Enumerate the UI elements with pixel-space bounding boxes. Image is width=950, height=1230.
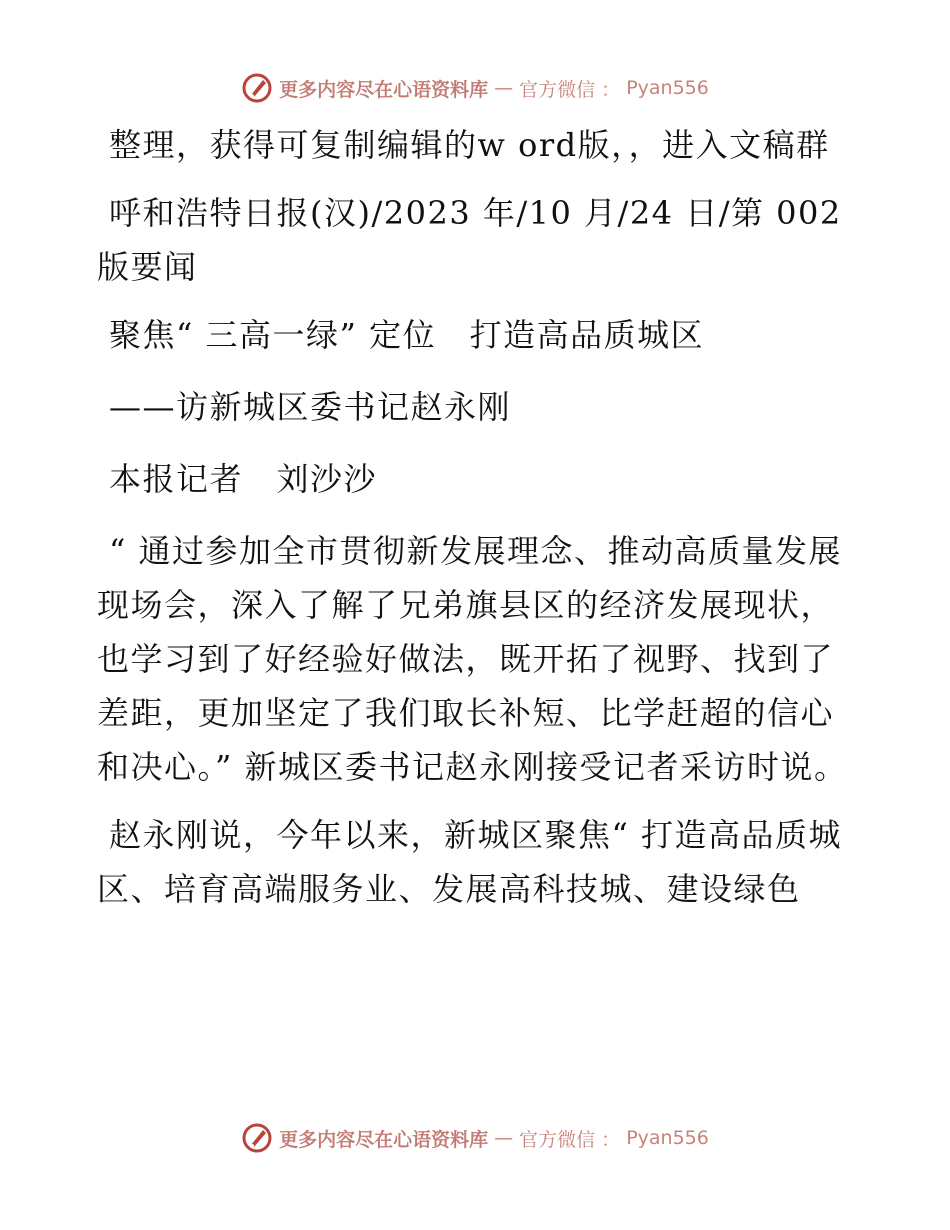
article-byline: 本报记者 刘沙沙 bbox=[109, 460, 378, 498]
paragraph-note: 整理，获得可复制编辑的w ord版，，进入文稿群 bbox=[109, 126, 830, 164]
watermark-dash: — bbox=[494, 77, 514, 99]
article-subtitle: ——访新城区委书记赵永刚 bbox=[109, 388, 512, 426]
pen-logo-icon bbox=[241, 72, 273, 104]
watermark-footer bbox=[0, 1122, 950, 1154]
watermark-wechat-id: Pyan556 bbox=[626, 1127, 709, 1149]
article-title: 聚焦“ 三高一绿” 定位 打造高品质城区 bbox=[109, 316, 705, 354]
watermark-wechat-label: 官方微信 bbox=[519, 1128, 596, 1151]
watermark-header bbox=[0, 72, 950, 104]
watermark-brand: 更多内容尽在心语资料库 bbox=[279, 1128, 489, 1151]
watermark-separator: ： bbox=[601, 78, 621, 101]
paragraph-source: 呼和浩特日报(汉)/2023 年/10 月/24 日/第 002 版要闻 bbox=[97, 194, 842, 286]
watermark-dash: — bbox=[494, 1127, 514, 1149]
paragraph-body: 赵永刚说，今年以来，新城区聚焦“ 打造高品质城区、培育高端服务业、发展高科技城、建设绿色 bbox=[97, 816, 843, 908]
paragraph-quote: “ 通过参加全市贯彻新发展理念、推动高质量发展现场会，深入了解了兄弟旗县区的经济发展现状，也学习到了好经验好做法，既开拓了视野、找到了差距，更加坚定了我们取长补短、比学赶超的信心和决心。” 新城区委书记赵永刚接受记者采访时说。 bbox=[97, 532, 848, 786]
watermark-wechat-id: Pyan556 bbox=[626, 77, 709, 99]
watermark-separator: ： bbox=[601, 1128, 621, 1151]
watermark-brand: 更多内容尽在心语资料库 bbox=[279, 78, 489, 101]
pen-logo-icon bbox=[241, 1122, 273, 1154]
watermark-wechat-label: 官方微信 bbox=[519, 78, 596, 101]
document-body bbox=[97, 118, 849, 930]
